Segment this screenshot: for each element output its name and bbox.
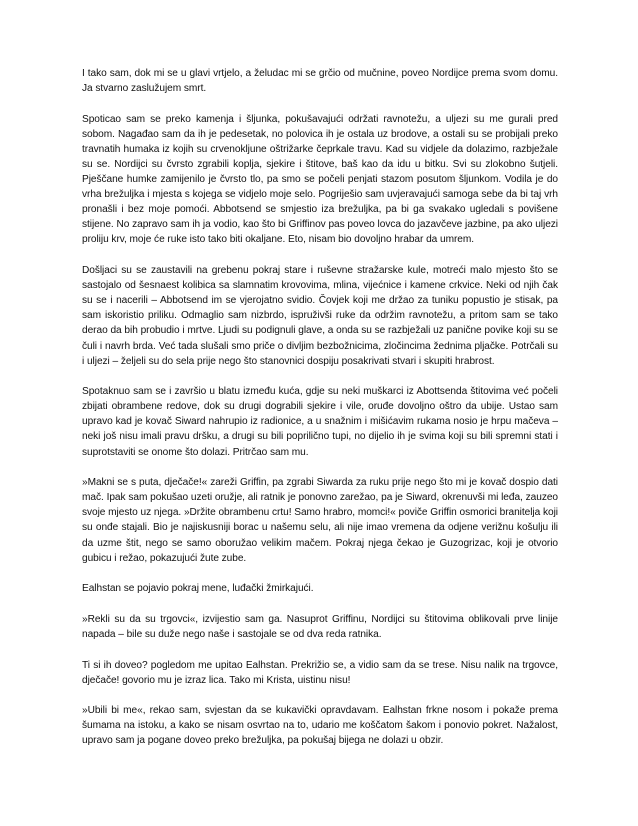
document-page [82,66,558,764]
paragraph-1: I tako sam, dok mi se u glavi vrtjelo, a želudac mi se grčio od mučnine, poveo Nordijce prema svom domu. Ja stvarno zaslužujem smrt. [82,68,558,95]
paragraph-4: Spotaknuo sam se i završio u blatu između kuća, gdje su neki muškarci iz Abottsenda štitovima već počeli zbijati obrambene redove, dok su drugi dograbili sjekire i vile, oruđe dovoljno oštro da ubije. Ustao sam upravo kad je kovač Siward nahrupio iz radionice, a u snažnim i mišićavim rukama nosio je hrpu mačeva – neki još nisu imali pravu dršku, a drugi su bili poprilično tupi, no dijelio ih je svima koji su bili spremni stati i suprotstaviti se onome što dolazi. Pritrčao sam mu. [82,386,558,458]
paragraph-3: Došljaci su se zaustavili na grebenu pokraj stare i ruševne stražarske kule, motreći malo mjesto što se sastojalo od šesnaest kolibica sa slamnatim krovovima, mlina, vijećnice i kamene crkvice. Neki od njih čak su se i nacerili – Abbotsend im se vjerojatno svidio. Čovjek koji me držao za tuniku popustio je stisak, pa sam iskoristio priliku. Odmaglio sam nizbrdo, ispruživši ruke da održim ravnotežu, a pritom sam se tako derao da bih probudio i mrtve. Ljudi su podignuli glave, a onda su se razbježali uz panične povike koji su se čuli i navrh brda. Već tada slušali smo priče o divljim bezbožnicima, zločincima žednima pljačke. Potrčali su i uljezi – željeli su do sela prije nego što stanovnici dospiju posakrivati stvari i skupiti hrabrost. [82,265,558,367]
paragraph-9: »Ubili bi me«, rekao sam, svjestan da se kukavički opravdavam. Ealhstan frkne nosom i pokaže prema šumama na istoku, a kako se nisam osvrtao na to, udario me koščatom šakom i ponovio pokret. Nažalost, upravo sam ja pogane doveo preko brežuljka, pa pokušaj bijega ne dolazi u obzir. [82,705,558,747]
paragraph-7: »Rekli su da su trgovci«, izvijestio sam ga. Nasuprot Griffinu, Nordijci su štitovima oblikovali prve linije napada – bile su duže nego naše i sastojale se od dva reda ratnika. [82,613,558,640]
paragraph-8: Ti si ih doveo? pogledom me upitao Ealhstan. Prekrižio se, a vidio sam da se trese. Nisu nalik na trgovce, dječače! govorio mu je izraz lica. Tako mi Krista, uistinu nisu! [82,659,558,686]
paragraph-2: Spoticao sam se preko kamenja i šljunka, pokušavajući održati ravnotežu, a uljezi su me gurali pred sobom. Nagađao sam da ih je pedesetak, no polovica ih je ostala uz brodove, a ostali su se probijali preko travnatih humaka iz kojih su crvenokljune oštrižarke čeprkale travu. Kad su vidjele da dolazimo, razbježale su se. Nordijci su čvrsto zgrabili koplja, sjekire i štitove, baš kao da idu u bitku. Svi su zlokobno šutjeli. Pješčane humke zamijenilo je čvrsto tlo, pa smo se počeli penjati stazom posutom šljunkom. Vodila je do vrha brežuljka i mjesta s kojega se vidjelo moje selo. Pogriješio sam uvjeravajući samoga sebe da bi taj vrh pronašli i bez moje pomoći. Abbotsend se smjestio iza brežuljka, pa bi ga svakako ugledali s povišene stijene. No zapravo sam ih ja vodio, kao što bi Griffinov pas poveo lovca do jazavčeve jazbine, pa ako uljezi proliju krv, moje će ruke isto tako biti okaljane. Eto, nisam bio dovoljno hrabar da umrem. [82,113,558,246]
paragraph-5: »Makni se s puta, dječače!« zareži Griffin, pa zgrabi Siwarda za ruku prije nego što mi je kovač dospio dati mač. Ipak sam pokušao uzeti oružje, ali ratnik je ponovno zarežao, pa je Siward, okrenuvši mi leđa, zauzeo svoje mjesto uz njega. »Držite obrambenu crtu! Samo hrabro, momci!« poviče Griffin osmorici branitelja koji su onđe stajali. Bio je najiskusniji borac u našemu selu, ali nije imao vremena da odjene verižnu košulju ili da uzme štit, nego se samo oboružao velikim mačem. Pokraj njega čekao je Guzogrizac, koji je otvorio gubicu i režao, pokazujući žute zube. [82,477,558,564]
paragraph-6: Ealhstan se pojavio pokraj mene, luđački žmirkajući. [82,583,314,595]
